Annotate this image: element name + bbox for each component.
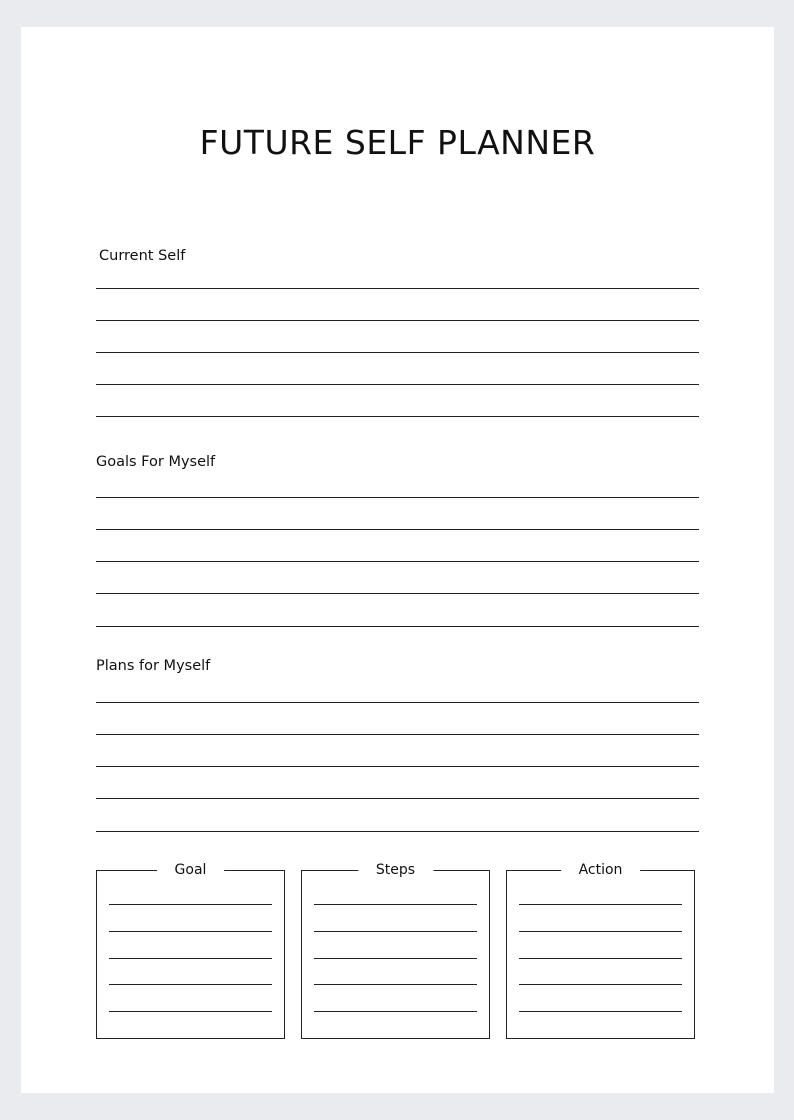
- steps-box-label: Steps: [358, 860, 433, 880]
- section-label-plans-for-myself: Plans for Myself: [96, 658, 211, 674]
- page-title: FUTURE SELF PLANNER: [199, 123, 596, 162]
- box-writing-line[interactable]: [109, 984, 272, 985]
- writing-line[interactable]: [96, 497, 699, 498]
- section-label-goals-for-myself: Goals For Myself: [96, 454, 216, 470]
- writing-line[interactable]: [96, 734, 699, 735]
- box-writing-line[interactable]: [109, 931, 272, 932]
- box-writing-line[interactable]: [314, 958, 477, 959]
- box-writing-line[interactable]: [519, 904, 682, 905]
- writing-line[interactable]: [96, 352, 699, 353]
- writing-line[interactable]: [96, 561, 699, 562]
- action-box: [506, 862, 695, 1039]
- box-writing-line[interactable]: [519, 984, 682, 985]
- section-label-current-self: Current Self: [99, 248, 186, 264]
- writing-line[interactable]: [96, 593, 699, 594]
- writing-line[interactable]: [96, 384, 699, 385]
- writing-line[interactable]: [96, 320, 699, 321]
- box-writing-line[interactable]: [109, 1011, 272, 1012]
- writing-line[interactable]: [96, 416, 699, 417]
- box-writing-line[interactable]: [519, 931, 682, 932]
- writing-line[interactable]: [96, 288, 699, 289]
- box-writing-line[interactable]: [519, 958, 682, 959]
- box-writing-line[interactable]: [314, 984, 477, 985]
- writing-line[interactable]: [96, 702, 699, 703]
- planner-sheet: [21, 27, 774, 1093]
- box-writing-line[interactable]: [519, 1011, 682, 1012]
- writing-line[interactable]: [96, 831, 699, 832]
- writing-line[interactable]: [96, 529, 699, 530]
- box-writing-line[interactable]: [314, 904, 477, 905]
- box-writing-line[interactable]: [314, 931, 477, 932]
- box-writing-line[interactable]: [109, 904, 272, 905]
- writing-line[interactable]: [96, 626, 699, 627]
- steps-box: [301, 862, 490, 1039]
- goal-box: [96, 862, 285, 1039]
- box-writing-line[interactable]: [314, 1011, 477, 1012]
- goal-box-label: Goal: [157, 860, 225, 880]
- action-box-label: Action: [561, 860, 641, 880]
- writing-line[interactable]: [96, 766, 699, 767]
- box-writing-line[interactable]: [109, 958, 272, 959]
- writing-line[interactable]: [96, 798, 699, 799]
